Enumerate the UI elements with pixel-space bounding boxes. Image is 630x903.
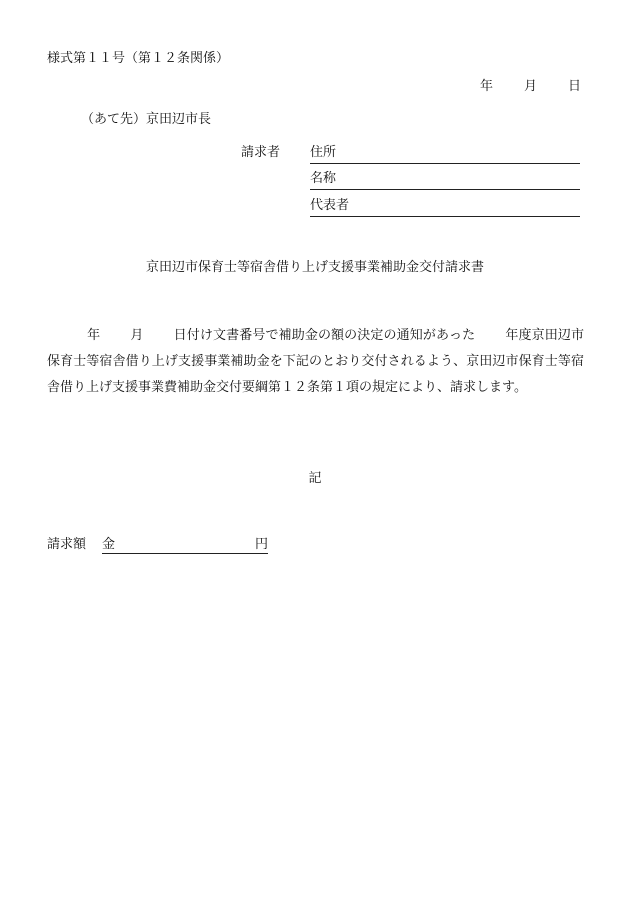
ki-heading: 記 xyxy=(308,471,322,486)
date-month: 月 xyxy=(523,79,537,94)
name-field[interactable] xyxy=(310,172,580,190)
amount-suffix: 円 xyxy=(254,537,268,552)
amount-prefix: 金 xyxy=(102,537,116,552)
address-label: 住所 xyxy=(310,145,337,160)
address-field[interactable] xyxy=(310,146,580,164)
requester-label: 請求者 xyxy=(241,145,281,160)
document-title: 京田辺市保育士等宿舎借り上げ支援事業補助金交付請求書 xyxy=(145,260,484,275)
body-text-2: 年度京田辺市保育士等宿舎借り上げ支援事業補助金を下記のとおり交付されるよう、京田辺市保育士等宿舎借り上げ支援事業費補助金交付要綱第１２条第１項の規定により、請求します。 xyxy=(47,328,584,395)
addressee: （あて先）京田辺市長 xyxy=(81,112,212,127)
form-number: 様式第１１号（第１２条関係） xyxy=(47,51,230,66)
name-label: 名称 xyxy=(310,171,337,186)
date-year: 年 xyxy=(479,79,493,94)
amount-field[interactable] xyxy=(102,538,268,554)
body-text-1: 日付け文書番号で補助金の額の決定の通知があった xyxy=(173,328,476,343)
amount-label: 請求額 xyxy=(47,537,87,552)
representative-field[interactable] xyxy=(310,199,580,217)
representative-label: 代表者 xyxy=(310,198,350,213)
body-month: 月 xyxy=(130,328,144,343)
date-day: 日 xyxy=(567,79,581,94)
date-line xyxy=(480,80,581,93)
body-year: 年 xyxy=(87,328,101,343)
body-paragraph xyxy=(47,323,584,401)
